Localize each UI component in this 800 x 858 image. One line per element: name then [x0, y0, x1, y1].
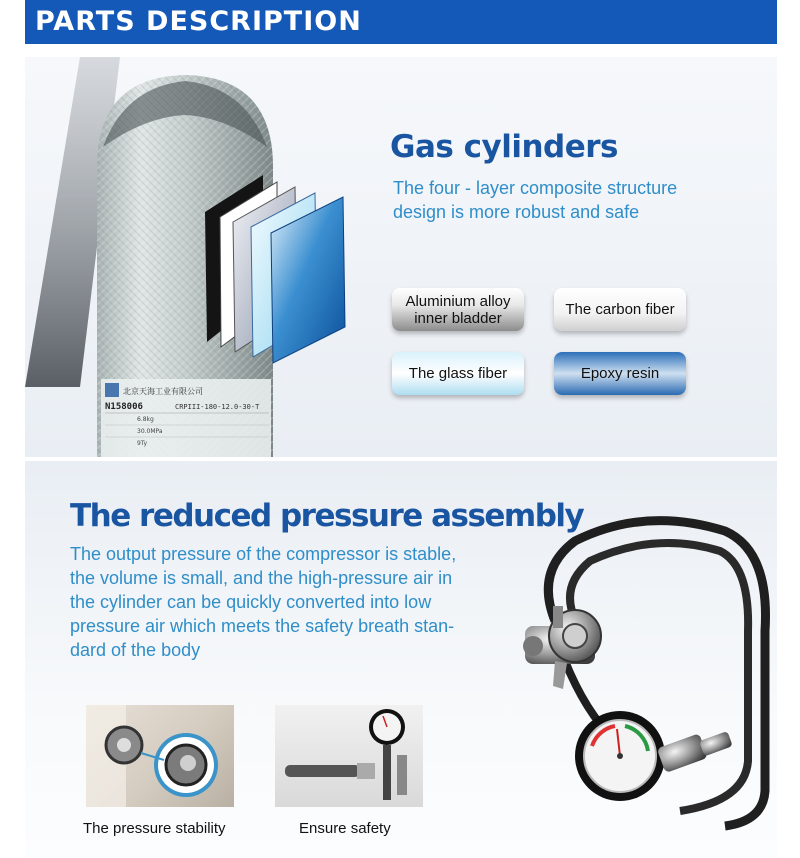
regulator-illustration: [465, 511, 777, 851]
layer-pill-label: inner bladder: [414, 309, 502, 327]
reduced-pressure-desc-line: dard of the body: [70, 640, 201, 660]
reduced-pressure-desc-line: the volume is small, and the high-pressure air in: [70, 568, 453, 588]
gas-cylinders-description: [393, 176, 677, 224]
layer-pill-carbon-fiber: [554, 288, 686, 331]
layer-pill-aluminium: [392, 288, 524, 331]
regulator-photo-icon: [86, 705, 234, 807]
reduced-pressure-panel: [25, 461, 777, 858]
gas-cylinders-desc-line: design is more robust and safe: [393, 202, 640, 222]
gauge-photo-icon: [275, 705, 423, 807]
gas-cylinders-desc-line: The four - layer composite structure: [393, 178, 678, 198]
ensure-safety-image: [275, 705, 423, 807]
pressure-stability-caption: The pressure stability: [83, 820, 226, 837]
layer-pill-glass-fiber: [392, 352, 524, 395]
pressure-stability-image: [86, 705, 234, 807]
gas-cylinders-title: Gas cylinders: [390, 129, 618, 165]
reduced-pressure-desc-line: the cylinder can be quickly converted into low: [70, 592, 432, 612]
layer-pill-label: The glass fiber: [408, 365, 508, 382]
ensure-safety-caption: Ensure safety: [299, 820, 391, 837]
pressure-gauge-icon: [575, 711, 733, 801]
cylinder-maker: 北京天海工业有限公司: [123, 387, 203, 396]
cylinder-model: CRPIII-180-12.0-30-T: [175, 403, 260, 411]
reduced-pressure-description: [70, 542, 456, 662]
section-header: [25, 0, 777, 44]
layer-pill-epoxy-resin: [554, 352, 686, 395]
layer-pill-label: The carbon fiber: [565, 301, 675, 318]
cylinder-spec-1: 6.8kg: [137, 416, 154, 423]
reduced-pressure-desc-line: The output pressure of the compressor is stable,: [70, 544, 457, 564]
regulator-icon: [523, 606, 601, 689]
reduced-pressure-desc-line: pressure air which meets the safety breath stan-: [70, 616, 455, 636]
cylinder-spec-2: 30.0MPa: [137, 428, 163, 435]
cylinder-serial: N158006: [105, 402, 143, 412]
layer-pill-label: Epoxy resin: [580, 365, 660, 382]
layer-pill-label: Aluminium alloy: [405, 292, 511, 310]
reduced-pressure-title: The reduced pressure assembly: [70, 498, 584, 534]
cylinder-illustration: [25, 57, 777, 457]
header-title: PARTS DESCRIPTION: [35, 6, 362, 37]
cylinder-spec-3: 9Ty: [137, 440, 148, 447]
gas-cylinders-panel: [25, 57, 777, 457]
